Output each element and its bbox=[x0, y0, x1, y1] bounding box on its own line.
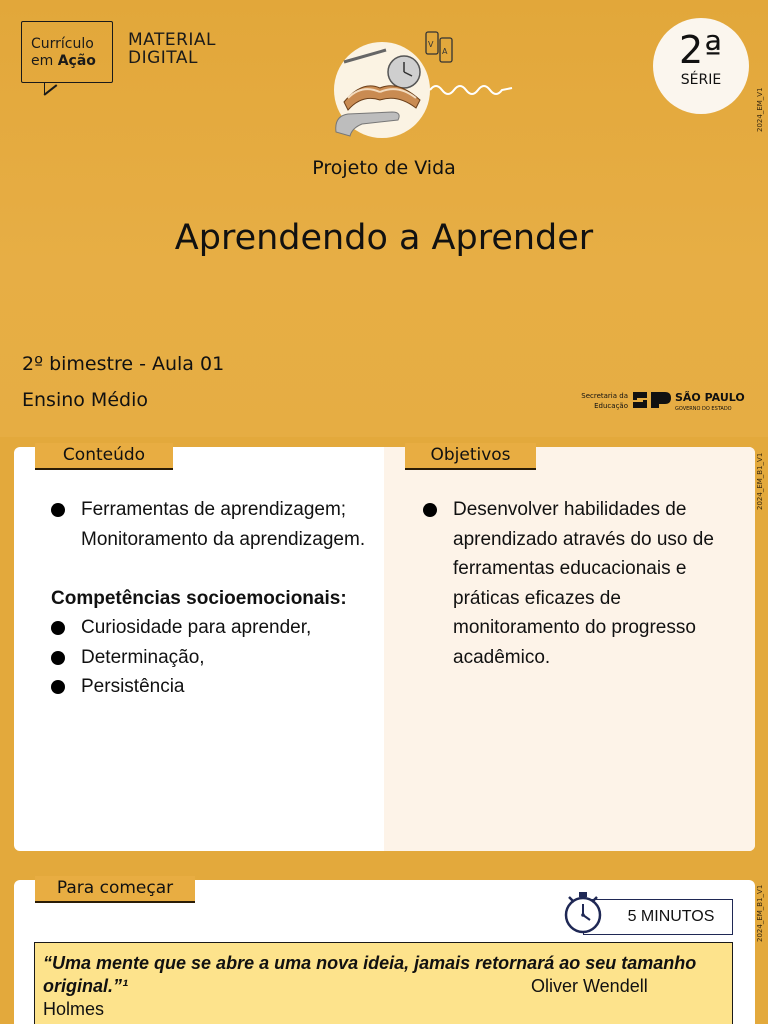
svg-text:A: A bbox=[442, 47, 448, 56]
material-digital-logo bbox=[128, 31, 216, 67]
competencia-item: Persistência bbox=[51, 672, 371, 702]
competencia-item: Determinação, bbox=[51, 643, 371, 673]
svg-text:V: V bbox=[428, 40, 434, 49]
quote-author-surname: Holmes bbox=[43, 999, 105, 1019]
conteudo-item: Ferramentas de aprendizagem; Monitoramento da aprendizagem. bbox=[51, 495, 371, 554]
curriculo-em-acao-logo bbox=[21, 21, 113, 83]
digital-label: DIGITAL bbox=[128, 48, 198, 68]
version-tag: 2024_EM_V1 bbox=[756, 87, 764, 132]
sp-s-icon bbox=[633, 392, 647, 408]
tab-objetivos: Objetivos bbox=[405, 443, 536, 470]
sp-p-icon bbox=[651, 392, 671, 408]
content-panel bbox=[14, 447, 755, 851]
level-label: Ensino Médio bbox=[22, 389, 148, 411]
timer-badge: 5 MINUTOS bbox=[583, 899, 733, 935]
conteudo-column bbox=[51, 495, 371, 702]
version-tag: 2024_EM_B1_V1 bbox=[756, 452, 764, 510]
logo-line-2 bbox=[31, 53, 112, 70]
gov-line-1: Secretaria da bbox=[581, 392, 628, 400]
serie-number: 2ª bbox=[678, 28, 724, 72]
quote-box bbox=[34, 942, 733, 1024]
quote-text: “Uma mente que se abre a uma nova ideia, jamais retornará ao seu tamanho original.”¹ bbox=[43, 953, 697, 996]
quote-author: Oliver Wendell bbox=[531, 976, 648, 996]
objetivos-column bbox=[423, 495, 723, 672]
serie-label: SÉRIE bbox=[680, 72, 722, 88]
gov-sub-label: GOVERNO DO ESTADO bbox=[675, 406, 732, 412]
stopwatch-icon bbox=[560, 887, 606, 935]
objetivo-item: Desenvolver habilidades de aprendizado através do uso de ferramentas educacionais e práticas eficazes de monitoramento do progresso acadêmico. bbox=[423, 495, 723, 672]
subject-title: Projeto de Vida bbox=[312, 157, 456, 179]
logo-line-2-prefix: em bbox=[31, 53, 58, 69]
gov-line-2: Educação bbox=[594, 402, 628, 410]
material-label: MATERIAL bbox=[128, 30, 217, 50]
tab-para-comecar: Para começar bbox=[35, 876, 195, 903]
logo-line-1: Currículo bbox=[31, 36, 94, 52]
tab-conteudo: Conteúdo bbox=[35, 443, 173, 470]
serie-badge bbox=[653, 18, 749, 114]
book-hand-illustration bbox=[322, 28, 522, 144]
version-tag: 2024_EM_B1_V1 bbox=[756, 884, 764, 942]
logo-line-2-bold: Ação bbox=[57, 53, 96, 69]
competencia-item: Curiosidade para aprender, bbox=[51, 613, 371, 643]
squiggle-decoration bbox=[430, 86, 512, 94]
sao-paulo-government-logo bbox=[570, 386, 750, 414]
lesson-title: Aprendendo a Aprender bbox=[174, 218, 594, 258]
competencias-heading: Competências socioemocionais: bbox=[51, 587, 347, 609]
gov-sp-label: SÃO PAULO bbox=[675, 391, 745, 404]
bimestre-label: 2º bimestre - Aula 01 bbox=[22, 353, 225, 375]
